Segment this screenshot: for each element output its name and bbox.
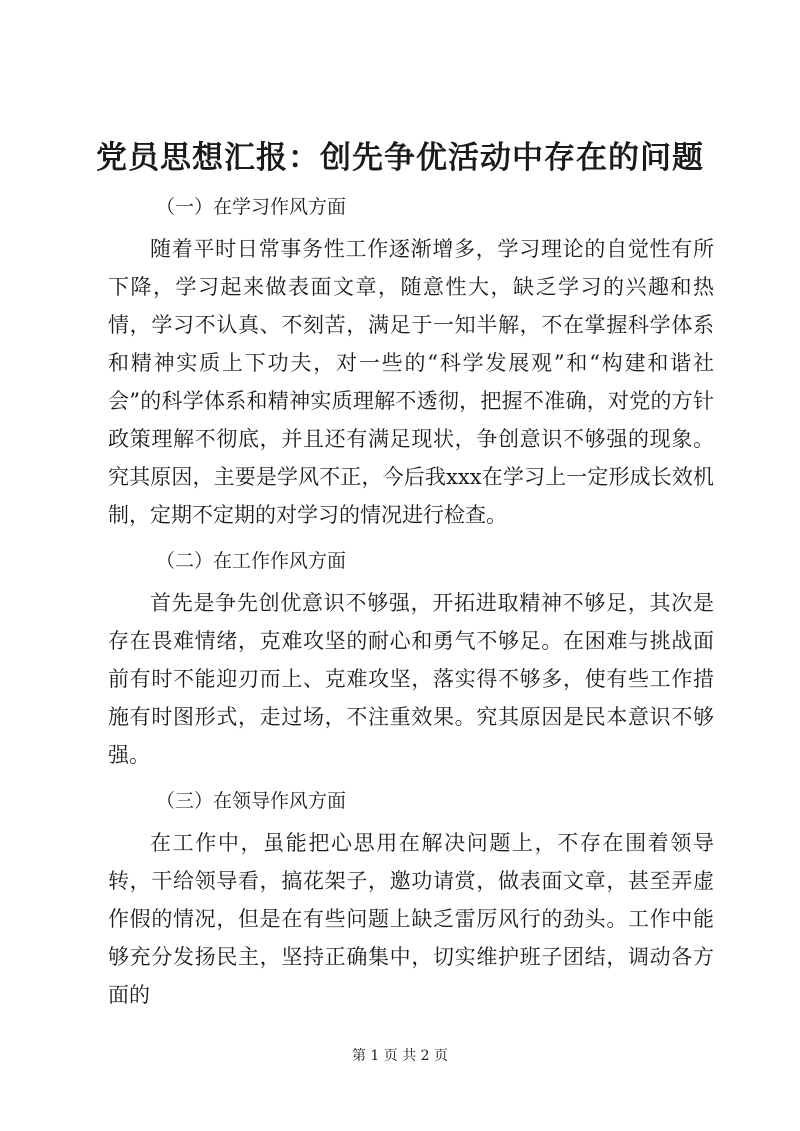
section-heading-study: （一）在学习作风方面	[156, 196, 347, 218]
document-body	[108, 188, 714, 1014]
document-title: 党员思想汇报：创先争优活动中存在的问题	[96, 140, 704, 176]
section-paragraph-work: 首先是争先创优意识不够强，开拓进取精神不够足，其次是存在畏难情绪，克难攻坚的耐心和勇气不够足。在困难与挑战面前有时不能迎刃而上、克难攻坚，落实得不够多，使有些工作措施有时图形式，走过场，不注重效果。究其原因是民本意识不够强。	[108, 591, 714, 767]
page-footer: 第 1 页 共 2 页	[351, 1048, 449, 1064]
section-paragraph-leadership: 在工作中，虽能把心思用在解决问题上，不存在围着领导转，干给领导看，搞花架子，邀功请赏，做表面文章，甚至弄虚作假的情况，但是在有些问题上缺乏雷厉风行的劲头。工作中能够充分发扬民主，坚持正确集中，切实维护班子团结，调动各方面的	[108, 831, 714, 1007]
section-paragraph-study: 随着平时日常事务性工作逐渐增多，学习理论的自觉性有所下降，学习起来做表面文章，随意性大，缺乏学习的兴趣和热情，学习不认真、不刻苦，满足于一知半解，不在掌握科学体系和精神实质上下功夫，对一些的“科学发展观”和“构建和谐社会”的科学体系和精神实质理解不透彻，把握不准确，对党的方针政策理解不彻底，并且还有满足现状，争创意识不够强的现象。究其原因，主要是学风不正，今后我xxx在学习上一定形成长效机制，定期不定期的对学习的情况进行检查。	[108, 237, 714, 527]
section-heading-work: （二）在工作作风方面	[156, 550, 347, 572]
section-heading-leadership: （三）在领导作风方面	[156, 790, 347, 812]
